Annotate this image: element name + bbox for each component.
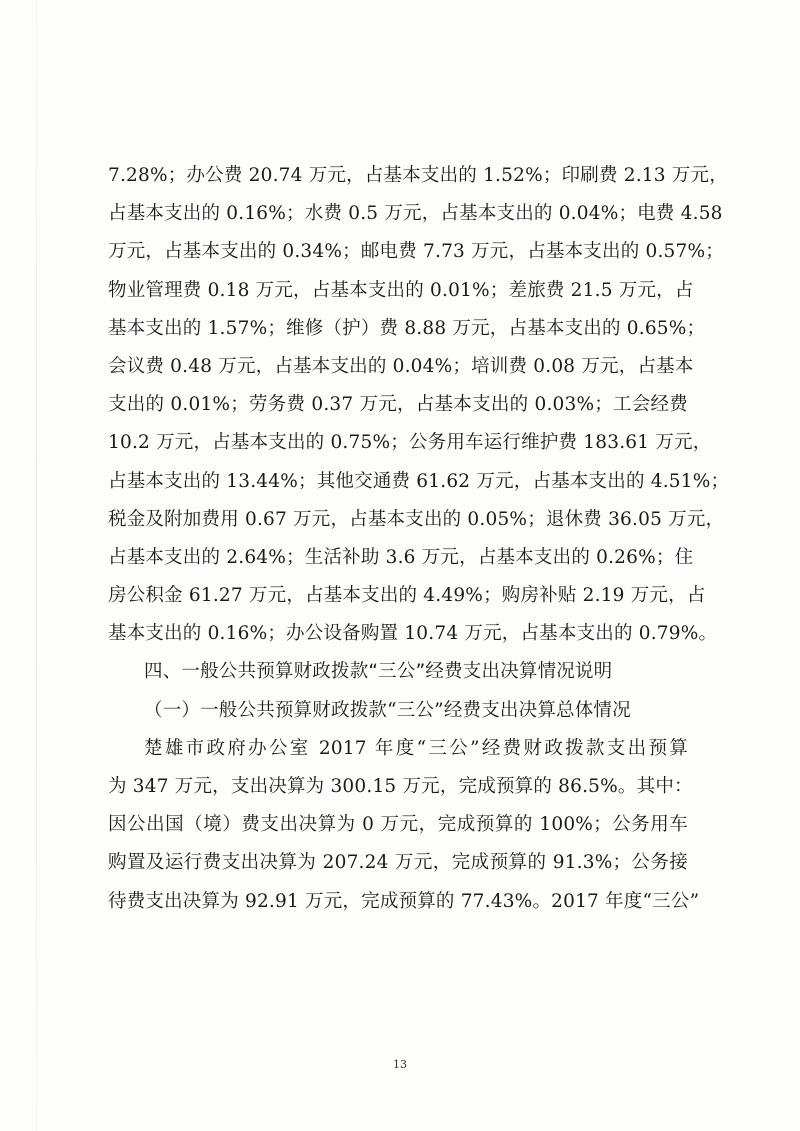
- text-line: 物业管理费 0.18 万元，占基本支出的 0.01%；差旅费 21.5 万元，占: [108, 279, 694, 301]
- text-line: 因公出国（境）费支出决算为 0 万元，完成预算的 100%；公务用车: [108, 814, 688, 836]
- text-line: 10.2 万元，占基本支出的 0.75%；公务用车运行维护费 183.61 万元，: [108, 432, 712, 454]
- document-body: [108, 157, 730, 921]
- text-line: 会议费 0.48 万元，占基本支出的 0.04%；培训费 0.08 万元，占基本: [108, 355, 694, 377]
- text-line: 待费支出决算为 92.91 万元，完成预算的 77.43%。2017 年度“三公”: [108, 890, 700, 912]
- scan-edge-shadow: [36, 0, 37, 1131]
- section-subheading: （一）一般公共预算财政拨款“三公”经费支出决算总体情况: [144, 699, 631, 721]
- text-line: 房公积金 61.27 万元，占基本支出的 4.49%；购房补贴 2.19 万元，占: [108, 585, 706, 607]
- text-line: 为 347 万元，支出决算为 300.15 万元，完成预算的 86.5%。其中：: [108, 776, 693, 797]
- text-line: 支出的 0.01%；劳务费 0.37 万元，占基本支出的 0.03%；工会经费: [108, 394, 688, 416]
- text-line: 占基本支出的 13.44%；其他交通费 61.62 万元，占基本支出的 4.51%；: [108, 470, 730, 492]
- text-line: 购置及运行费支出决算为 207.24 万元，完成预算的 91.3%；公务接: [108, 852, 688, 874]
- text-line: 7.28%；办公费 20.74 万元，占基本支出的 1.52%；印刷费 2.13 万元，: [108, 165, 728, 186]
- section-heading: 四、一般公共预算财政拨款“三公”经费支出决算情况说明: [144, 661, 613, 683]
- text-line: 楚雄市政府办公室 2017 年度“三公”经费财政拨款支出预算: [144, 737, 688, 759]
- text-line: 占基本支出的 0.16%；水费 0.5 万元，占基本支出的 0.04%；电费 4.58: [108, 203, 723, 225]
- text-line: 基本支出的 0.16%；办公设备购置 10.74 万元，占基本支出的 0.79%。: [108, 623, 718, 645]
- page-number: 13: [393, 1058, 407, 1071]
- text-line: 税金及附加费用 0.67 万元，占基本支出的 0.05%；退休费 36.05 万元，: [108, 508, 725, 530]
- text-line: 万元，占基本支出的 0.34%；邮电费 7.73 万元，占基本支出的 0.57%；: [108, 241, 724, 263]
- text-line: 占基本支出的 2.64%；生活补助 3.6 万元，占基本支出的 0.26%；住: [108, 546, 694, 568]
- text-line: 基本支出的 1.57%；维修（护）费 8.88 万元，占基本支出的 0.65%；: [108, 317, 706, 339]
